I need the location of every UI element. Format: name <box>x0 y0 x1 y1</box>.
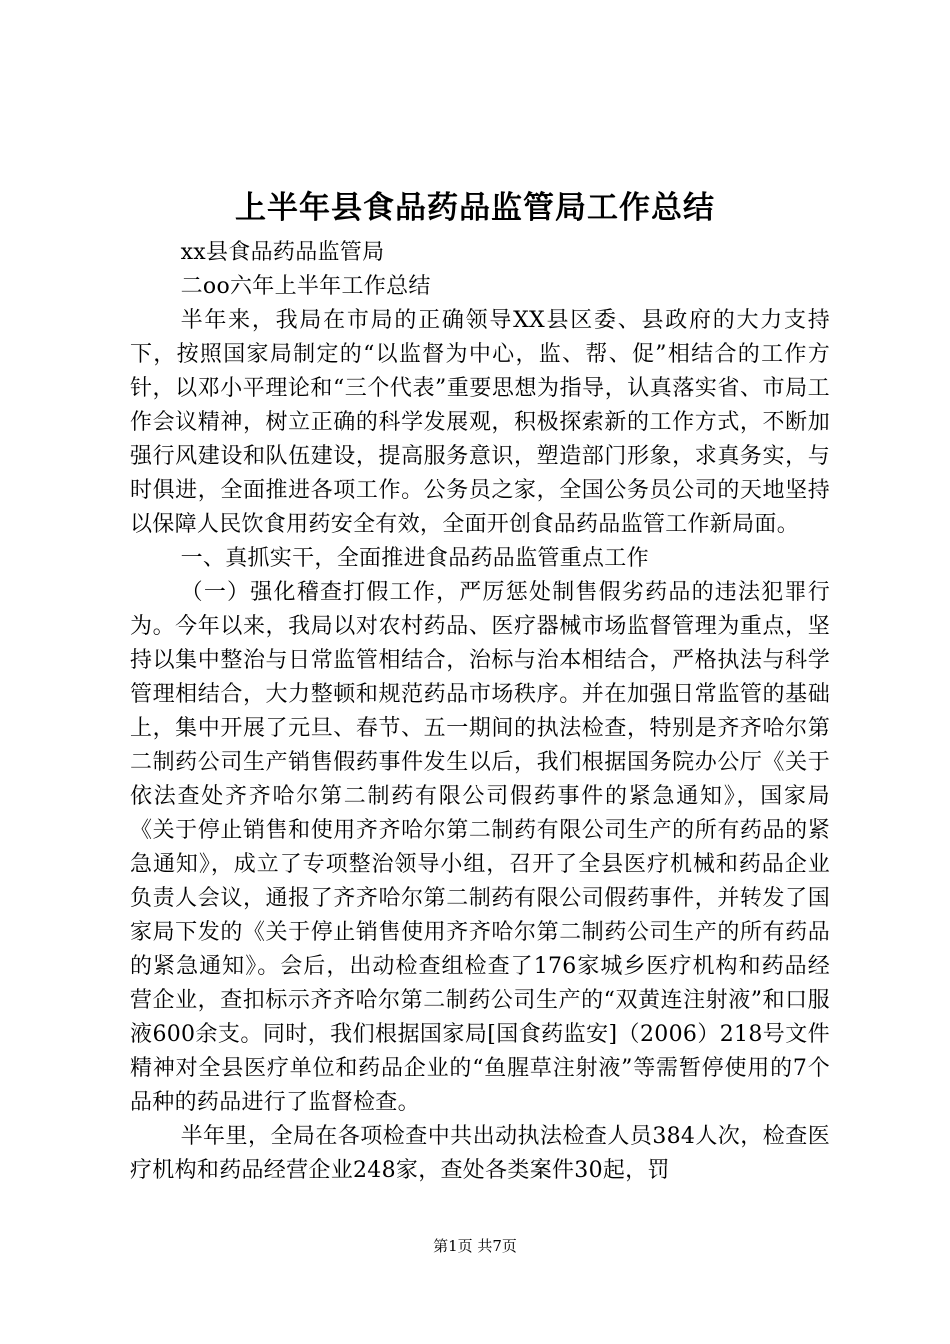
subtitle-line: 二oo六年上半年工作总结 <box>180 274 431 299</box>
issuer-line: xx县食品药品监管局 <box>180 240 385 265</box>
document-title: 上半年县食品药品监管局工作总结 <box>235 190 715 226</box>
section-heading: 一、真抓实干，全面推进食品药品监管重点工作 <box>180 546 649 571</box>
summary-paragraph: 半年里，全局在各项检查中共出动执法检查人员384人次，检查医疗机构和药品经营企业248家，查处各类案件30起，罚 <box>130 1124 830 1183</box>
document-body <box>130 236 830 1188</box>
section-paragraph: （一）强化稽查打假工作，严厉惩处制售假劣药品的违法犯罪行为。今年以来，我局以对农村药品、医疗器械市场监督管理为重点，坚持以集中整治与日常监管相结合，治标与治本相结合，严格执法与科学管理相结合，大力整顿和规范药品市场秩序。并在加强日常监管的基础上，集中开展了元旦、春节、五一期间的执法检查，特别是齐齐哈尔第二制药公司生产销售假药事件发生以后，我们根据国务院办公厅《关于依法查处齐齐哈尔第二制药有限公司假药事件的紧急通知》，国家局《关于停止销售和使用齐齐哈尔第二制药有限公司生产的所有药品的紧急通知》，成立了专项整治领导小组，召开了全县医疗机械和药品企业负责人会议，通报了齐齐哈尔第二制药有限公司假药事件，并转发了国家局下发的《关于停止销售使用齐齐哈尔第二制药公司生产的所有药品的紧急通知》。会后，出动检查组检查了176家城乡医疗机构和药品经营企业，查扣标示齐齐哈尔第二制药公司生产的“双黄连注射液”和口服液600余支。同时，我们根据国家局[国食药监安]（2006）218号文件精神对全县医疗单位和药品企业的“鱼腥草注射液”等需暂停使用的7个品种的药品进行了监督检查。 <box>130 580 830 1115</box>
page-footer: 第1页 共7页 <box>433 1237 517 1255</box>
intro-paragraph: 半年来，我局在市局的正确领导XX县区委、县政府的大力支持下，按照国家局制定的“以监督为中心，监、帮、促”相结合的工作方针，以邓小平理论和“三个代表”重要思想为指导，认真落实省、市局工作会议精神，树立正确的科学发展观，积极探索新的工作方式，不断加强行风建设和队伍建设，提高服务意识，塑造部门形象，求真务实，与时俱进，全面推进各项工作。公务员之家，全国公务员公司的天地坚持以保障人民饮食用药安全有效，全面开创食品药品监管工作新局面。 <box>130 308 830 537</box>
